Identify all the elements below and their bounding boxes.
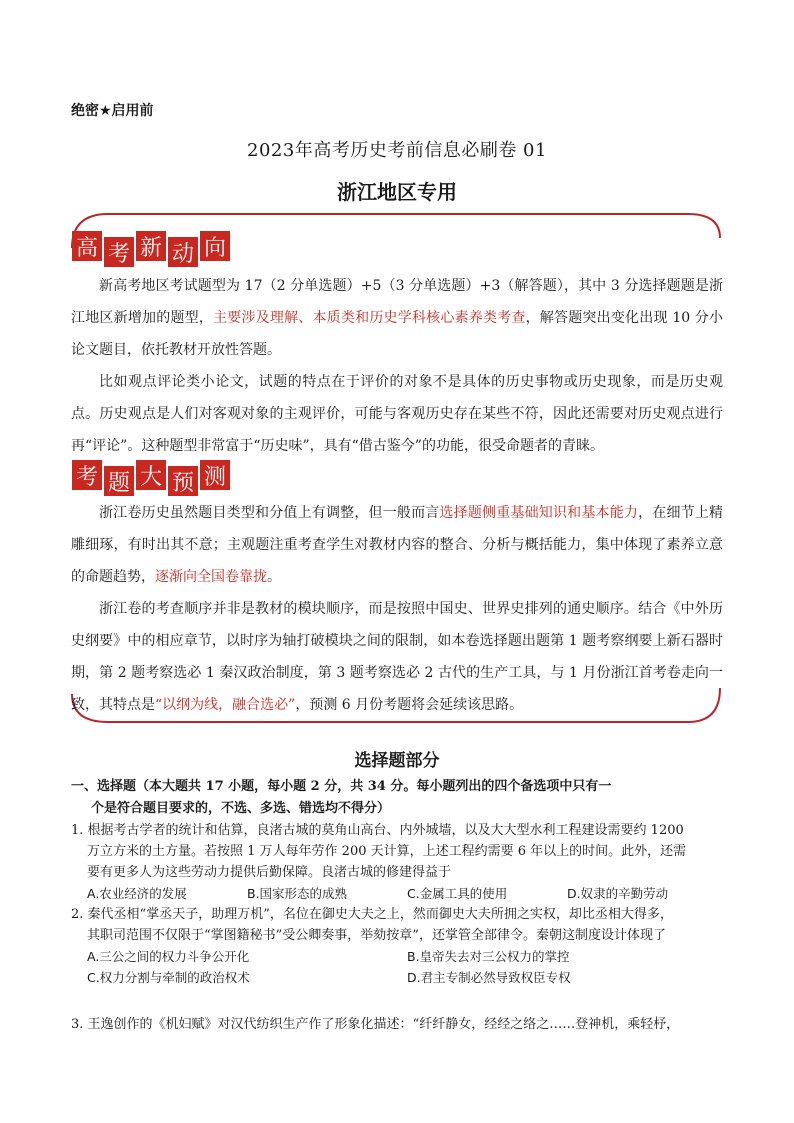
option-c[interactable]: C.权力分割与牵制的政治权术 [87, 970, 250, 985]
forecast-section [71, 497, 723, 721]
highlight-text: 选择题侧重基础知识和基本能力 [439, 505, 639, 521]
option-a[interactable]: A.农业经济的发展 [87, 886, 187, 901]
option-list [71, 967, 727, 988]
text: ，预测 6 月份考题将会延续该思路。 [295, 697, 524, 713]
highlight-text: 逐渐向全国卷靠拢 [155, 569, 267, 585]
highlight-text: 主要涉及理解、本质类和历史学科核心素养类考查 [213, 310, 526, 326]
instruction-text: （本大题共 17 小题，每小题 2 分，共 34 分。每小题列出的四个备选项中只有一 [136, 779, 612, 794]
option-a[interactable]: A.三公之间的权力斗争公开化 [87, 949, 250, 964]
badge-char: 题 [104, 466, 134, 496]
text: ，解答题突出变化出现 10 分小论文题目，依托教材开放性答题。 [71, 310, 724, 358]
trend-paragraph-1 [71, 270, 723, 366]
text: 浙江卷历史虽然题目类型和分值上有调整，但一般而言 [99, 505, 440, 521]
forecast-badge [72, 460, 230, 496]
badge-char: 考 [104, 237, 134, 267]
badge-char: 动 [168, 237, 198, 267]
page-title: 2023年高考历史考前信息必刷卷 01 [247, 140, 547, 161]
text: 新高考地区考试题型为 17（2 分单选题）+5（3 分单选题）+3（解答题），其中 3 分选择题题是浙江地区新增加的题型， [71, 278, 723, 326]
trend-badge [72, 231, 230, 267]
option-b[interactable]: B.国家形态的成熟 [247, 886, 348, 901]
section-title: 选择题部分 [354, 751, 440, 771]
section-instructions [71, 776, 731, 820]
text: 浙江卷的考查顺序并非是教材的模块顺序，而是按照中国史、世界史排列的通史顺序。结合《中外历史纲要》中的相应章节，以时序为轴打破模块之间的限制，如本卷选择题出题第 1 题考察纲要上新石器时期，第 2 题考察选必 1 秦汉政治制度，第 3 题考察选必 2 古代的生产工具，与 1 月份浙江首考卷走向一致，其特点是 [71, 601, 723, 713]
highlight-text: “以纲为线，融合选必” [155, 697, 296, 713]
option-b[interactable]: B.皇帝失去对三公权力的掌控 [407, 949, 570, 964]
trend-paragraph-2: 比如观点评论类小论文，试题的特点在于评价的对象不是具体的历史事物或历史现象，而是历史观点。历史观点是人们对客观对象的主观评价，可能与客观历史存在某些不符，因此还需要对历史观点进行再“评论”。这种题型非常富于“历史味”，具有“借古鉴今”的功能，很受命题者的青睐。 [71, 374, 723, 454]
option-d[interactable]: D.君主专制必然导致权臣专权 [407, 970, 571, 985]
text: ，在细节上精雕细琢，有时出其不意；主观题注重考查学生对教材内容的整合、分析与概括能力，集中体现了素养立意的命题趋势， [71, 505, 724, 585]
confidential-label: 绝密★启用前 [71, 103, 154, 119]
question-3 [71, 1014, 727, 1035]
badge-char: 向 [200, 231, 230, 261]
question-1 [71, 820, 727, 904]
question-stem: 根据考古学者的统计和估算，良渚古城的莫角山高台、内外城墙，以及大大型水利工程建设需要约 1200 [87, 823, 684, 838]
question-stem: 秦代丞相“掌丞天子，助理万机”，名位在御史大夫之上，然而御史大夫所拥之实权，却比丞相大得多， [87, 907, 673, 922]
option-list [71, 883, 727, 904]
question-number: 2. [71, 907, 84, 922]
badge-char: 高 [72, 231, 102, 261]
question-stem: 其职司范围不仅限于“掌图籍秘书”受公卿奏事，举劾按章”，还掌管全部律令。秦朝这制度设计体现了 [87, 928, 666, 943]
badge-char: 预 [168, 466, 198, 496]
badge-char: 大 [136, 460, 166, 490]
question-number: 3. [71, 1017, 84, 1032]
badge-char: 考 [72, 460, 102, 490]
trend-section [71, 270, 723, 462]
option-list [71, 946, 727, 967]
forecast-paragraph-1 [71, 497, 723, 593]
question-stem: 要有更多人为这些劳动力提供后勤保障。良渚古城的修建得益于 [87, 865, 452, 880]
question-stem: 王逸创作的《机妇赋》对汉代纺织生产作了形象化描述：“纤纤静女，经经之络之……登神机，乘轻杼， [87, 1017, 680, 1032]
badge-char: 新 [136, 231, 166, 261]
option-c[interactable]: C.金属工具的使用 [407, 886, 508, 901]
text: 。 [267, 569, 281, 585]
option-d[interactable]: D.奴隶的辛勤劳动 [567, 886, 669, 901]
forecast-paragraph-2 [71, 593, 723, 721]
instruction-lead: 一、选择题 [71, 779, 137, 794]
page-subtitle: 浙江地区专用 [337, 180, 457, 204]
question-stem: 万立方米的土方量。若按照 1 万人每年劳作 200 天计算，上述工程约需要 6 年以上的时间。此外，还需 [87, 844, 687, 859]
question-number: 1. [71, 823, 84, 838]
question-2 [71, 904, 727, 988]
badge-char: 测 [200, 460, 230, 490]
instruction-text: 个是符合题目要求的，不选、多选、错选均不得分） [91, 801, 391, 816]
